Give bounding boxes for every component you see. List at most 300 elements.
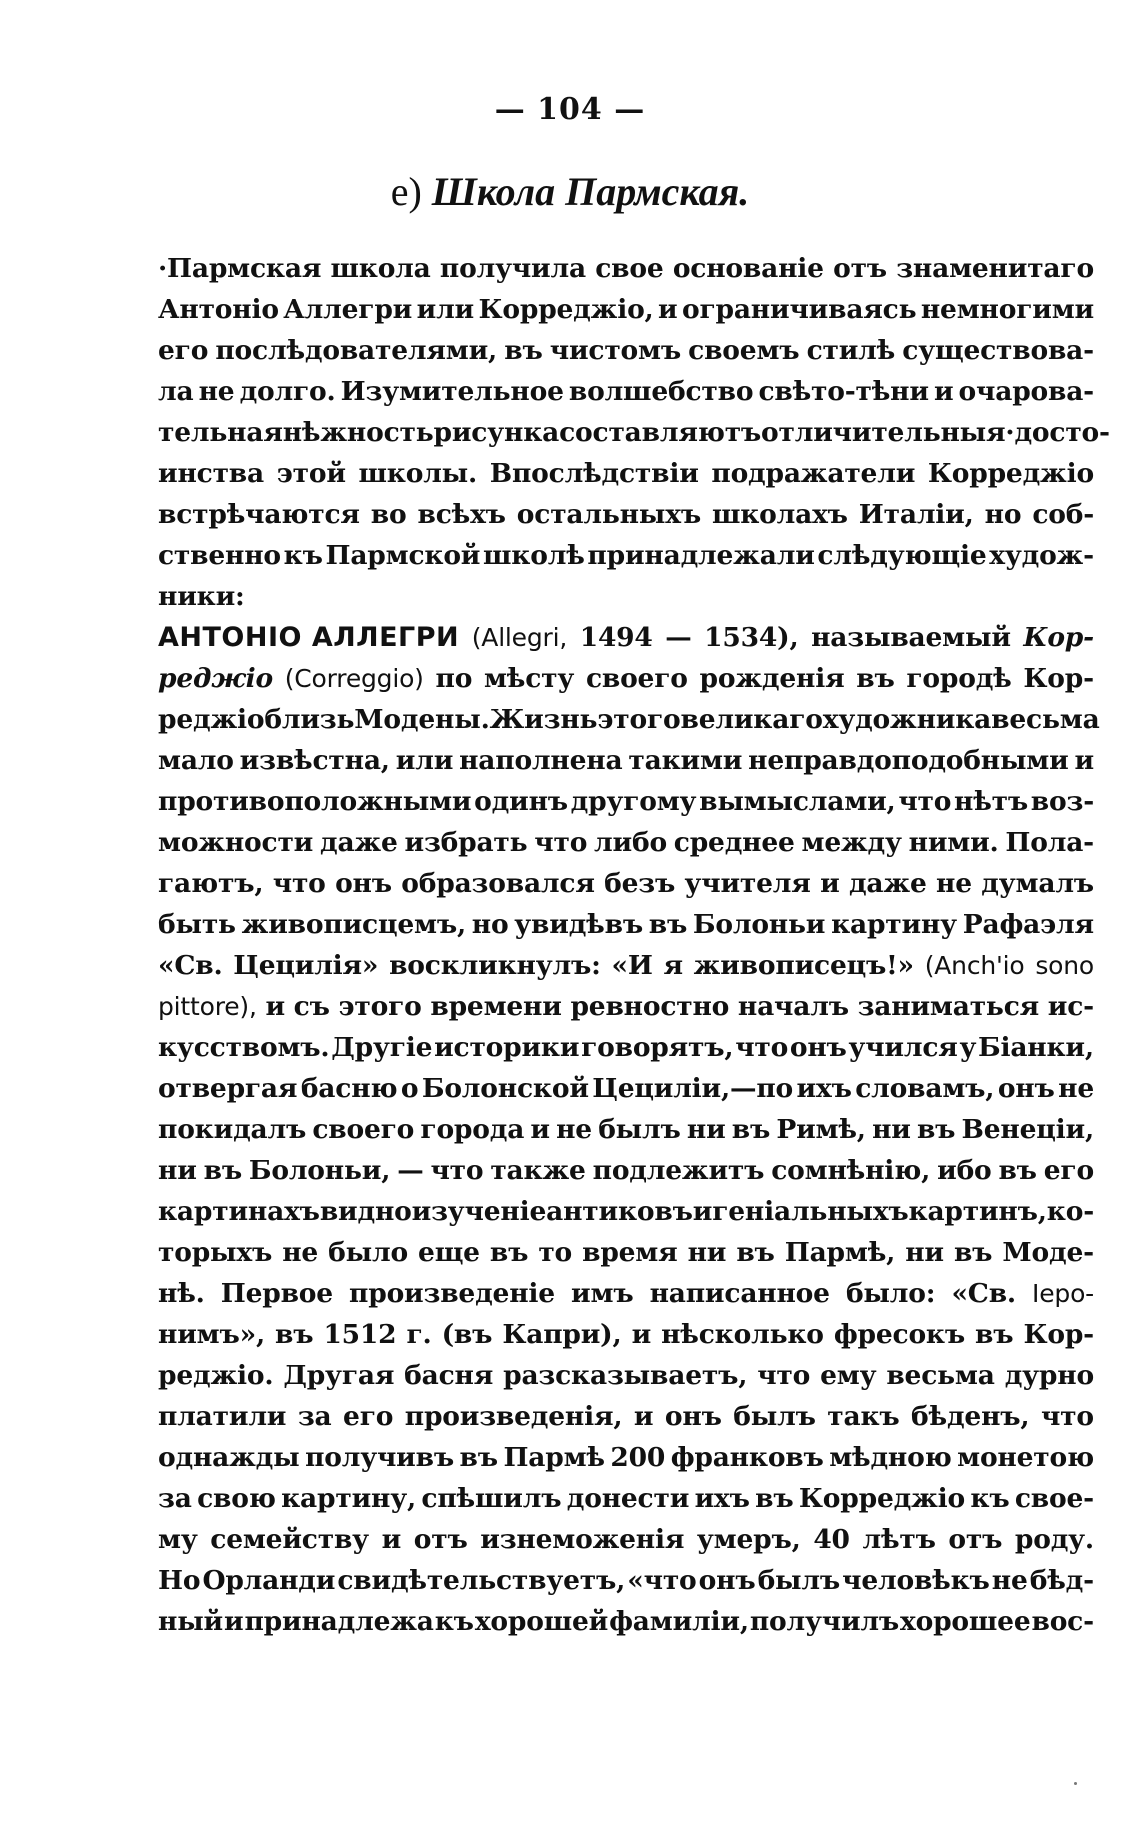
word: и <box>820 868 840 899</box>
word: гаютъ, <box>158 868 264 899</box>
word: sono <box>1035 951 1094 980</box>
word: не <box>991 1565 1028 1596</box>
word: что <box>272 868 326 899</box>
word: изученiе <box>411 1196 547 1227</box>
word: въ <box>916 1114 956 1145</box>
word: фамилiи, <box>609 1606 749 1637</box>
word: вымыслами, <box>699 786 896 817</box>
word: 1534), <box>704 622 799 653</box>
word: и <box>658 294 678 325</box>
word: Модены. <box>354 704 490 735</box>
word: 200 <box>610 1442 666 1473</box>
word: встрѣчаются <box>158 499 360 530</box>
word: также <box>490 1155 586 1186</box>
word: онъ <box>789 1032 847 1063</box>
word: тельная <box>158 417 283 448</box>
word: своего <box>312 1114 415 1145</box>
word: донести <box>566 1483 690 1514</box>
word: очарова- <box>958 376 1094 407</box>
word: худож- <box>989 540 1094 571</box>
word: увидѣвъ <box>514 909 643 940</box>
word: въ <box>953 1237 993 1268</box>
text-line <box>158 1601 1094 1642</box>
word: въ <box>489 1237 529 1268</box>
text-line <box>158 1437 1094 1478</box>
word: или <box>416 294 475 325</box>
word: 40 <box>813 1524 850 1555</box>
word: въ <box>275 1319 314 1350</box>
word: разсказываетъ, <box>503 1360 748 1391</box>
word: Кор- <box>1023 622 1094 653</box>
text-line <box>158 1355 1094 1396</box>
word: Римѣ, <box>776 1114 866 1145</box>
word: свѣто-тѣни <box>758 376 929 407</box>
text-line <box>158 453 1094 494</box>
word: воскликнулъ: <box>389 950 601 981</box>
word: долго. <box>239 376 336 407</box>
word: у <box>959 1032 977 1063</box>
word: и <box>224 1606 244 1637</box>
word: и <box>530 1114 550 1145</box>
word: и <box>631 1319 652 1350</box>
word: подлежитъ <box>592 1155 765 1186</box>
word: въ <box>856 663 895 694</box>
word: Рафаэля <box>962 909 1094 940</box>
word: можности <box>158 827 314 858</box>
word: о <box>400 1073 419 1104</box>
word: отъ <box>948 1524 1003 1555</box>
text-line <box>158 617 1094 658</box>
word: мѣдною <box>829 1442 952 1473</box>
word: платили <box>158 1401 287 1432</box>
word: не <box>1058 1073 1094 1104</box>
word: г. <box>406 1319 432 1350</box>
word: что <box>430 1155 484 1186</box>
word: нѣсколько <box>661 1319 824 1350</box>
word: школахъ <box>711 499 848 530</box>
word: Изумительное <box>340 376 564 407</box>
text-line <box>158 576 1094 617</box>
word: генiальныхъ <box>712 1196 909 1227</box>
word: наполнена <box>459 745 623 776</box>
word: живописцемъ, <box>241 909 466 940</box>
word: фресокъ <box>833 1319 965 1350</box>
word: во <box>370 499 407 530</box>
word: (Correggio) <box>284 664 424 693</box>
word: «И <box>611 950 653 981</box>
word: и <box>265 991 285 1022</box>
word: реджiо <box>158 704 265 735</box>
word: и <box>381 1524 402 1555</box>
word: великаго <box>680 704 823 735</box>
word: ни <box>686 1114 726 1145</box>
word: картинахъ <box>158 1196 320 1227</box>
word: получила <box>439 253 586 284</box>
word: что <box>1040 1401 1094 1432</box>
text-line <box>158 699 1100 740</box>
word: учителя <box>684 868 811 899</box>
text-line <box>158 1150 1094 1191</box>
word: этой <box>276 458 346 489</box>
word: му <box>158 1524 198 1555</box>
word: — <box>665 622 692 653</box>
word: противоположными <box>158 786 472 817</box>
word: Первое <box>220 1278 333 1309</box>
word: было <box>328 1237 408 1268</box>
word: и <box>692 1196 713 1227</box>
text-line <box>158 289 1094 330</box>
word: въ <box>203 1155 242 1186</box>
word: Цецилiя» <box>233 950 379 981</box>
word: «Св. <box>158 950 223 981</box>
word: этого <box>338 991 422 1022</box>
word: Другiе <box>331 1032 433 1063</box>
word: Кор- <box>1023 663 1094 694</box>
word: отвергая <box>158 1073 298 1104</box>
word: Болонской <box>421 1073 589 1104</box>
word: его <box>158 335 209 366</box>
word: что <box>534 827 588 858</box>
word: ·Пармская <box>158 253 322 284</box>
page-number: — 104 — <box>494 92 646 127</box>
word: сомнѣнiю, <box>771 1155 931 1186</box>
word: вос- <box>1031 1606 1094 1637</box>
word: нимъ», <box>158 1319 265 1350</box>
word: Пармѣ <box>503 1442 605 1473</box>
word: дурно <box>1004 1360 1094 1391</box>
text-line <box>158 781 1094 822</box>
word: кусствомъ. <box>158 1032 330 1063</box>
word: ни <box>872 1114 911 1145</box>
word: отъ <box>413 1524 468 1555</box>
text-line <box>158 1314 1094 1355</box>
word: принадлежа <box>244 1606 434 1637</box>
word: я <box>663 950 683 981</box>
word: въ <box>459 1442 498 1473</box>
word: Пармской <box>325 540 481 571</box>
word: рисунка <box>433 417 560 448</box>
text-line <box>158 1109 1094 1150</box>
word: бѣденъ, <box>911 1401 1030 1432</box>
word: послѣдователями, <box>215 335 498 366</box>
word: такими <box>628 745 743 776</box>
word: въ <box>755 1483 794 1514</box>
word: ибо <box>937 1155 992 1186</box>
word: (Anch'io <box>924 951 1025 980</box>
word: говорятъ, <box>581 1032 734 1063</box>
word: неправдоподобными <box>748 745 1069 776</box>
word: но <box>984 499 1022 530</box>
word: въ <box>731 1114 771 1145</box>
word: Жизнь <box>489 704 598 735</box>
word: свое <box>595 253 664 284</box>
word: что <box>757 1360 811 1391</box>
word: еще <box>418 1237 480 1268</box>
word: въ <box>504 335 543 366</box>
word: хорошее <box>900 1606 1031 1637</box>
word: художника <box>822 704 992 735</box>
text-line <box>158 863 1094 904</box>
word: составляютъ <box>559 417 762 448</box>
word: картинъ, <box>908 1196 1047 1227</box>
word: извѣстна, <box>239 745 390 776</box>
text-line <box>158 822 1094 863</box>
text-line <box>158 904 1094 945</box>
word: произведенiе <box>349 1278 555 1309</box>
word: отъ <box>833 253 887 284</box>
word: стилѣ <box>806 335 896 366</box>
word: «Св. <box>951 1278 1016 1309</box>
word: образовался <box>401 868 595 899</box>
word: основанiе <box>672 253 824 284</box>
word: АНТОНIО АЛЛЕГРИ <box>158 622 460 653</box>
word: ихъ <box>694 1483 750 1514</box>
word: не <box>282 1237 319 1268</box>
word: Антонiо <box>158 294 279 325</box>
word: или <box>395 745 454 776</box>
text-line <box>158 371 1094 412</box>
word: спѣшилъ <box>421 1483 562 1514</box>
word: онъ <box>335 868 392 899</box>
text-line <box>158 1396 1094 1437</box>
word: воз- <box>1030 786 1094 817</box>
word: рожденiя <box>699 663 845 694</box>
word: немногими <box>920 294 1094 325</box>
word: Iеро- <box>1032 1279 1094 1308</box>
section-heading <box>0 168 1140 215</box>
text-line <box>158 1191 1094 1232</box>
text-line <box>158 1068 1094 1109</box>
word: за <box>158 1483 192 1514</box>
word: началъ <box>737 991 849 1022</box>
word: времени <box>430 991 562 1022</box>
word: своемъ <box>688 335 800 366</box>
word: Венецiи, <box>961 1114 1094 1145</box>
word: и <box>633 1401 654 1432</box>
word: къ <box>283 540 323 571</box>
word: Цецилiи,—по <box>592 1073 794 1104</box>
word: произведенiя, <box>404 1401 623 1432</box>
word: свою <box>197 1483 276 1514</box>
word: не <box>198 376 235 407</box>
word: школѣ <box>483 540 585 571</box>
word: свое- <box>1014 1483 1094 1514</box>
word: его <box>1043 1155 1094 1186</box>
word: другому <box>570 786 697 817</box>
word: ему <box>820 1360 877 1391</box>
text-line <box>158 248 1094 289</box>
word: картину <box>831 909 957 940</box>
word: Пармѣ, <box>784 1237 896 1268</box>
word: онъ <box>664 1401 722 1432</box>
paper-speck <box>1074 1782 1077 1785</box>
word: ихъ <box>796 1073 852 1104</box>
word: былъ <box>757 1565 841 1596</box>
word: избрать <box>404 827 528 858</box>
word: что <box>735 1032 789 1063</box>
text-line <box>158 1560 1094 1601</box>
text-line <box>158 330 1094 371</box>
word: Бiанки, <box>978 1032 1094 1063</box>
word: Корреджiо <box>798 1483 965 1514</box>
word: (Allegri, <box>471 623 568 652</box>
word: ни <box>905 1237 944 1268</box>
word: принадлежали <box>587 540 815 571</box>
word: роду. <box>1014 1524 1094 1555</box>
text-line <box>158 1478 1094 1519</box>
word: ники: <box>158 581 245 612</box>
word: по <box>435 663 473 694</box>
word: ни <box>158 1155 197 1186</box>
section-marker: е) <box>390 169 422 214</box>
word: не <box>936 868 972 899</box>
text-line <box>158 740 1094 781</box>
word: за <box>297 1401 332 1432</box>
word: картину, <box>281 1483 417 1514</box>
word: изнеможенiя <box>480 1524 685 1555</box>
word: отличительныя·досто- <box>761 417 1110 448</box>
text-line <box>158 1519 1094 1560</box>
word: что <box>898 786 952 817</box>
word: басню <box>300 1073 398 1104</box>
word: басня <box>404 1360 494 1391</box>
word: нѣ. <box>158 1278 205 1309</box>
word: ла <box>158 376 194 407</box>
word: покидалъ <box>158 1114 307 1145</box>
word: Но <box>158 1565 201 1596</box>
word: нѣжность <box>282 417 434 448</box>
word: реджiо <box>158 663 273 694</box>
word: волшебство <box>568 376 754 407</box>
word: слѣдующiе <box>817 540 987 571</box>
word: думалъ <box>981 868 1094 899</box>
word: однажды <box>158 1442 300 1473</box>
word: получилъ <box>749 1606 900 1637</box>
word: ограничиваясь <box>681 294 917 325</box>
word: Кор- <box>1023 1319 1094 1350</box>
word: монетою <box>957 1442 1094 1473</box>
word: этого <box>597 704 681 735</box>
word: хорошей <box>474 1606 609 1637</box>
word: Пола- <box>1005 827 1094 858</box>
word: къ <box>434 1606 474 1637</box>
word: pittore), <box>158 992 257 1021</box>
word: соб- <box>1032 499 1094 530</box>
word: среднее <box>673 827 795 858</box>
word: мѣсту <box>483 663 575 694</box>
word: къ <box>970 1483 1010 1514</box>
word: умеръ, <box>696 1524 801 1555</box>
word: Болоньи <box>692 909 826 940</box>
word: въ <box>998 1155 1037 1186</box>
word: ис- <box>1047 991 1094 1022</box>
word: безъ <box>604 868 676 899</box>
word: между <box>801 827 902 858</box>
word: историки <box>434 1032 580 1063</box>
word: написанное <box>649 1278 830 1309</box>
word: такъ <box>827 1401 900 1432</box>
word: своего <box>585 663 688 694</box>
body-text <box>158 248 1110 1642</box>
word: 1494 <box>579 622 653 653</box>
text-line <box>158 412 1110 453</box>
word: онъ <box>997 1073 1055 1104</box>
word: ревностно <box>570 991 730 1022</box>
word: Другая <box>283 1360 395 1391</box>
word: быть <box>158 909 236 940</box>
word: франковъ <box>670 1442 824 1473</box>
word: Впослѣдствiи <box>489 458 699 489</box>
word: время <box>582 1237 678 1268</box>
text-line <box>158 1273 1094 1314</box>
word: антиковъ <box>546 1196 693 1227</box>
word: инства <box>158 458 264 489</box>
word: называемый <box>811 622 1011 653</box>
text-line <box>158 945 1094 986</box>
word: — <box>397 1155 424 1186</box>
word: свидѣтельствуетъ, <box>337 1565 626 1596</box>
word: Корреджiо, <box>478 294 654 325</box>
word: близь <box>264 704 355 735</box>
word: ко- <box>1046 1196 1094 1227</box>
word: либо <box>594 827 667 858</box>
word: ними. <box>908 827 999 858</box>
word: подражатели <box>711 458 916 489</box>
word: но <box>471 909 509 940</box>
word: даже <box>848 868 927 899</box>
word: Орланди <box>202 1565 336 1596</box>
word: видно <box>319 1196 412 1227</box>
word: существова- <box>902 335 1094 366</box>
word: Аллегри <box>283 294 413 325</box>
word: весьма <box>991 704 1100 735</box>
word: города <box>420 1114 525 1145</box>
word: остальныхъ <box>516 499 701 530</box>
section-title: Школа Пармская. <box>431 169 750 214</box>
word: имъ <box>571 1278 634 1309</box>
word: реджiо. <box>158 1360 274 1391</box>
word: его <box>343 1401 394 1432</box>
text-line <box>158 494 1094 535</box>
word: ный <box>158 1606 224 1637</box>
word: не <box>556 1114 592 1145</box>
word: лѣтъ <box>862 1524 936 1555</box>
text-line <box>158 535 1094 576</box>
word: съ <box>293 991 330 1022</box>
word: словамъ, <box>855 1073 995 1104</box>
word: нѣтъ <box>954 786 1029 817</box>
word: то <box>538 1237 573 1268</box>
text-line <box>158 1027 1094 1068</box>
word: даже <box>319 827 398 858</box>
word: знаменитаго <box>896 253 1094 284</box>
word: Моде- <box>1002 1237 1094 1268</box>
word: семейству <box>210 1524 369 1555</box>
word: городѣ <box>906 663 1012 694</box>
word: былъ <box>733 1401 816 1432</box>
word: 1512 <box>323 1319 397 1350</box>
word: учился <box>848 1032 958 1063</box>
word: былъ <box>598 1114 681 1145</box>
word: Капри), <box>502 1319 622 1350</box>
word: школы. <box>358 458 478 489</box>
text-line <box>158 986 1094 1027</box>
word: Болоньи, <box>248 1155 391 1186</box>
word: человѣкъ <box>842 1565 990 1596</box>
word: бѣд- <box>1029 1565 1094 1596</box>
word: одинъ <box>474 786 568 817</box>
word: Италiи, <box>858 499 974 530</box>
